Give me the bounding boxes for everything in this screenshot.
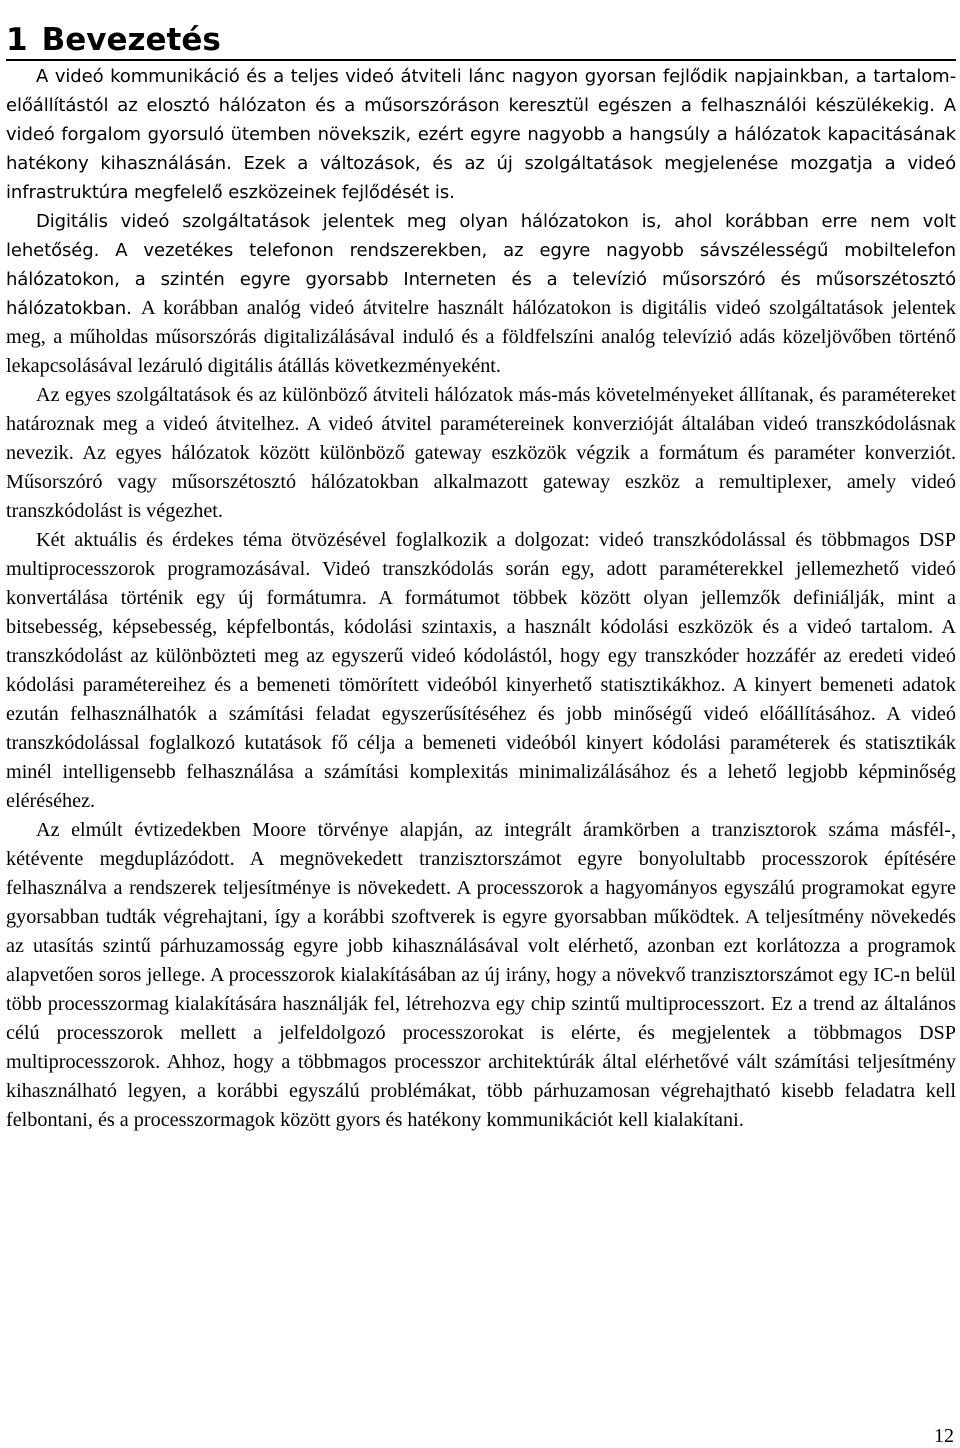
- section-title: Bevezetés: [41, 21, 221, 58]
- section-heading: [6, 21, 956, 61]
- paragraph-2: [6, 207, 956, 381]
- section-number: 1: [6, 21, 28, 58]
- paragraph-4: [6, 526, 956, 816]
- text-run: Digitális videó szolgáltatások jelentek meg olyan hálózatokon is, ahol korábban erre nem volt lehetőség. A vezetékes telefonon rendszerekben, az egyre nagyobb sávszélességű mobiltelefon hálózatokon, a szintén egyre gyorsabb Interneten és a televízió műsorszóró és műsorszétosztó hálózatokban.: [6, 211, 956, 319]
- text-run: A videó kommunikáció és a teljes videó átviteli lánc nagyon gyorsan fejlődik napjainkban, a tartalom-előállítástól az elosztó hálózaton és a műsorszóráson keresztül egészen a felhasználói készülékekig. A videó forgalom gyorsuló ütemben növekszik, ezért egyre nagyobb a hangsúly a hálózatok kapacitásának hatékony kihasználásán. Ezek a változások, és az új szolgáltatások megjelenése mozgatja a videó infrastruktúra megfelelő eszközeinek fejlődését is.: [6, 66, 956, 203]
- text-run: Két aktuális és érdekes téma ötvözésével foglalkozik a dolgozat: videó transzkódolással és többmagos DSP multiprocesszorok programozásával. Videó transzkódolás során egy, adott paraméterekkel jellemezhető videó konvertálása történik egy új formátumra. A formátumot többek között olyan jellemzők definiálják, mint a bitsebesség, képsebesség, képfelbontás, kódolási szintaxis, a használt kódolási eszközök és a videó tartalom. A transzkódolást az különbözteti meg az egyszerű videó kódolástól, hogy egy transzkóder hozzáfér az eredeti videó kódolási paramétereihez és a bemeneti tömörített videóból kinyerhető statisztikákhoz. A kinyert bemeneti adatok ezután felhasználhatók a számítási feladat egyszerűsítéséhez és jobb minőségű videó előállításához. A videó transzkódolással foglalkozó kutatások fő célja a bemeneti videóból kinyert kódolási paraméterek és statisztikák minél intelligensebb felhasználása a számítási komplexitás minimalizálásához és a lehető legjobb képminőség eléréséhez.: [6, 529, 956, 812]
- body-text: [6, 62, 956, 1135]
- paragraph-5: [6, 816, 956, 1135]
- text-run: Az elmúlt évtizedekben Moore törvénye alapján, az integrált áramkörben a tranzisztorok száma másfél-, kétévente megduplázódott. A megnövekedett tranzisztorszámot egyre bonyolultabb processzorok építésére felhasználva a rendszerek teljesítménye is növekedett. A processzorok a hagyományos egyszálú programokat egyre gyorsabban tudták végrehajtani, így a korábbi szoftverek is egyre gyorsabban működtek. A teljesítmény növekedés az utasítás szintű párhuzamosság egyre jobb kihasználásával volt elérhető, azonban ezt korlátozza a programok alapvetően soros jellege. A processzorok kialakításában az új irány, hogy a növekvő tranzisztorszámot egy IC-n belül több processzormag kialakítására használják fel, létrehozva egy chip szintű multiprocesszort. Ez a trend az általános célú processzorok mellett a jelfeldolgozó processzorokat is elérte, és megjelentek a többmagos DSP multiprocesszorok. Ahhoz, hogy a többmagos processzor architektúrák által elérhetővé vált számítási teljesítmény kihasználható legyen, a korábbi egyszálú problémákat, több párhuzamosan végrehajtható kisebb feladatra kell felbontani, és a processzormagok között gyors és hatékony kommunikációt kell kialakítani.: [6, 819, 956, 1131]
- paragraph-1: [6, 62, 956, 207]
- paragraph-3: [6, 381, 956, 526]
- text-run: A korábban analóg videó átvitelre használt hálózatokon is digitális videó szolgáltatások jelentek meg, a műholdas műsorszórás digitalizálásával induló és a földfelszíni analóg televízió adás közeljövőben történő lekapcsolásával lezáruló digitális átállás következményeként.: [6, 297, 956, 377]
- text-run: Az egyes szolgáltatások és az különböző átviteli hálózatok más-más követelményeket állítanak, és paramétereket határoznak meg a videó átvitelhez. A videó átvitel paramétereinek konverzióját általában videó transzkódolásnak nevezik. Az egyes hálózatok között különböző gateway eszközök végzik a formátum és paraméter konverziót. Műsorszóró vagy műsorszétosztó hálózatokban alkalmazott gateway eszköz a remultiplexer, amely videó transzkódolást is végezhet.: [6, 384, 956, 522]
- page-number: 12: [934, 1425, 954, 1447]
